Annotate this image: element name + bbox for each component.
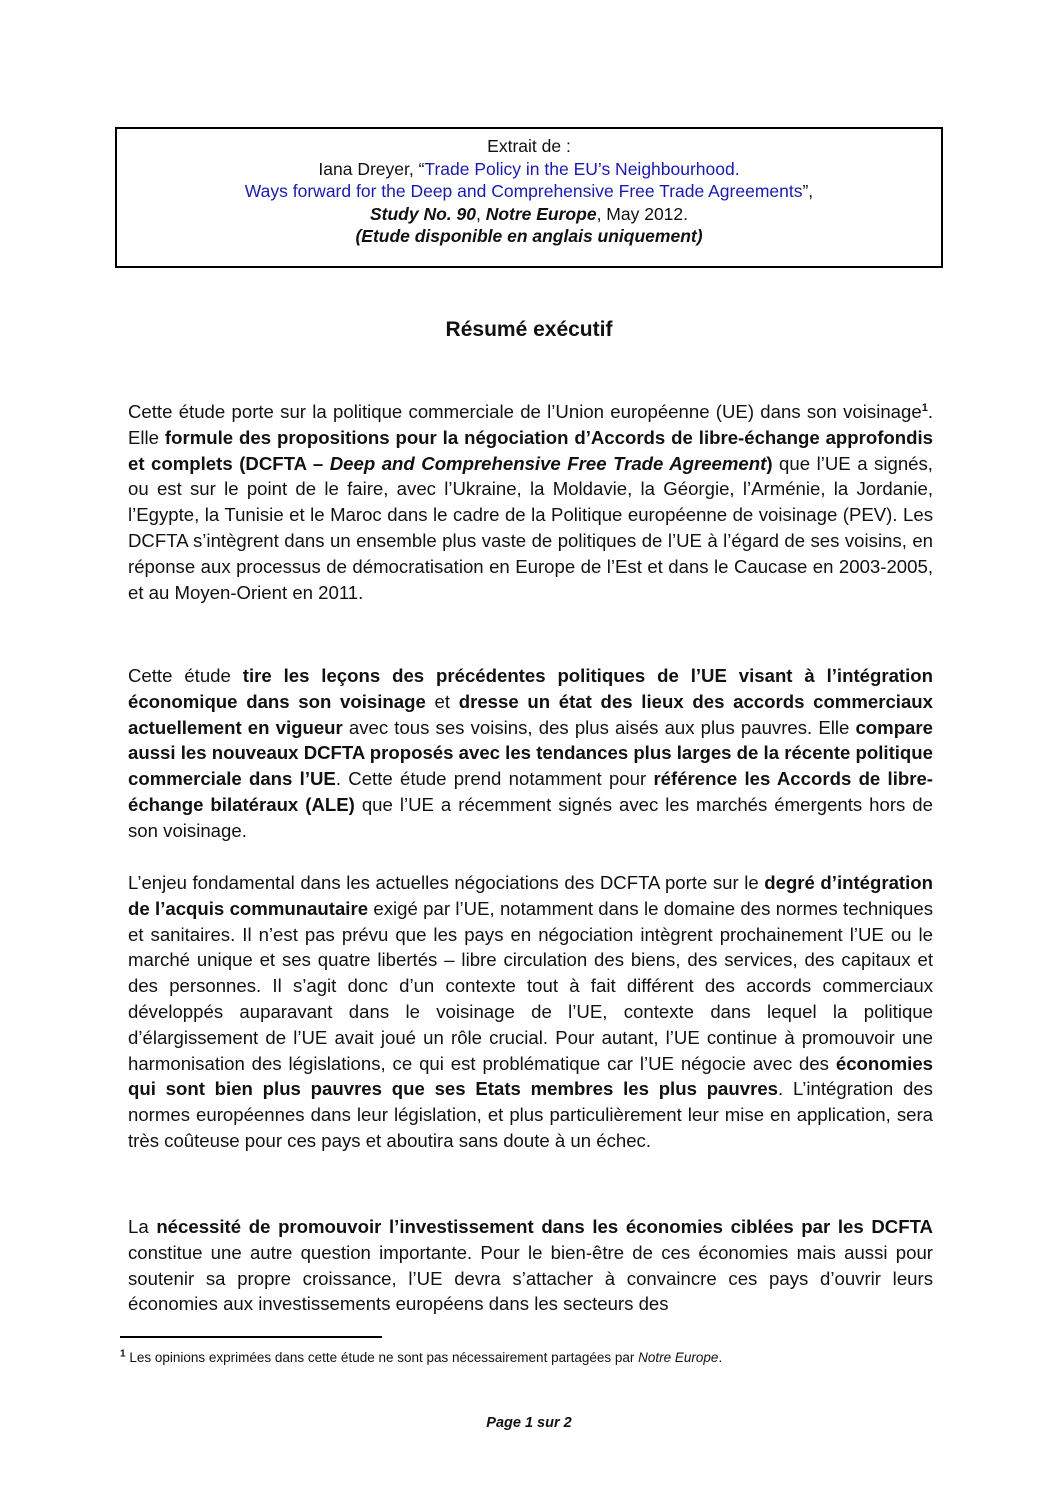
- paragraph-1: [128, 399, 933, 605]
- availability-note: [117, 225, 941, 248]
- study-number: Study No. 90: [369, 203, 476, 224]
- footnote-end: .: [718, 1350, 723, 1365]
- text-span: Cette étude porte sur la politique commerciale de l’Union européenne (UE) dans son voisinage: [128, 401, 922, 422]
- separator: ,: [475, 203, 486, 224]
- text-span: . Elle: [128, 401, 933, 448]
- availability-note-text: (Etude disponible en anglais uniquement): [355, 226, 703, 247]
- text-span: que l’UE a signés, ou est sur le point de le faire, avec l’Ukraine, la Moldavie, la Géorgie, l’Arménie, la Jordanie, l’Egypte, la Tunisie et le Maroc dans le cadre de la Politique européenne de voisinage (PEV). Les DCFTA s’intègrent dans un ensemble plus vaste de politiques de l’UE à l’égard de ses voisins, en réponse aux processus de démocratisation en Europe de l’Est et dans le Caucase en 2003-2005, et au Moyen-Orient en 2011.: [128, 452, 933, 603]
- bold-text: compare aussi les nouveaux DCFTA proposés avec les tendances plus larges de la récente politique commerciale dans l’UE: [128, 716, 933, 790]
- footnote: [120, 1350, 722, 1365]
- bold-text: ): [766, 452, 773, 474]
- footnote-number: 1: [120, 1348, 126, 1360]
- footnote-text: Les opinions exprimées dans cette étude ne sont pas nécessairement partagées par: [125, 1350, 639, 1365]
- quote-open: “: [418, 158, 425, 179]
- bold-text: nécessité de promouvoir l’investissement dans les économies ciblées par les DCFTA: [156, 1216, 933, 1237]
- extract-label: Extrait de :: [487, 136, 571, 156]
- text-span: . L’intégration des normes européennes dans leur législation, et plus particulièrement leur mise en application, sera très coûteuse pour ces pays et aboutira sans doute à un échec.: [128, 1078, 933, 1151]
- quote-close: ”,: [802, 181, 814, 202]
- paragraph-4: [128, 1214, 933, 1317]
- bold-text: économies qui sont bien plus pauvres que ses Etats membres les plus pauvres: [128, 1052, 933, 1100]
- footnote-ref[interactable]: 1: [921, 401, 928, 414]
- text-span: et: [425, 690, 459, 712]
- page-number: Page 1 sur 2: [486, 1415, 572, 1431]
- paragraph-2: [128, 663, 933, 844]
- bold-italic-text: Deep and Comprehensive Free Trade Agreement: [329, 452, 767, 474]
- bold-text: degré d’intégration de l’acquis communautaire: [128, 872, 934, 919]
- text-span: L’enjeu fondamental dans les actuelles négociations des DCFTA porte sur le: [128, 872, 765, 893]
- bold-text: référence les Accords de libre-échange bilatéraux (ALE): [128, 768, 934, 815]
- citation-line-author: [117, 158, 941, 181]
- text-span: Cette étude: [128, 665, 243, 686]
- page-title: Résumé exécutif: [445, 318, 613, 341]
- publication-date: , May 2012.: [596, 203, 689, 224]
- citation-line-publication: [117, 203, 941, 226]
- citation-line-title: [117, 180, 941, 203]
- text-span: que l’UE a récemment signés avec les marchés émergents hors de son voisinage.: [128, 793, 933, 841]
- publisher-name: Notre Europe: [485, 203, 597, 224]
- source-citation-box: [115, 127, 943, 268]
- author-name: Iana Dreyer,: [318, 158, 419, 179]
- text-span: exigé par l’UE, notamment dans le domaine des normes techniques et sanitaires. Il n’est pas prévu que les pays en négociation intègrent prochainement l’UE ou le marché unique et ses quatre libertés – libre circulation des biens, des services, des capitaux et des personnes. Il s’agit donc d’un contexte tout à fait différent des accords commerciaux développés auparavant dans le voisinage de l’UE, contexte dans lequel la politique d’élargissement de l’UE avait joué un rôle crucial. Pour autant, l’UE continue à promouvoir une harmonisation des législations, ce qui est problématique car l’UE négocie avec des: [128, 897, 933, 1074]
- footnote-divider: [120, 1336, 382, 1338]
- study-title-link-part1[interactable]: Trade Policy in the EU’s Neighbourhood.: [424, 158, 740, 179]
- bold-text: tire les leçons des précédentes politiques de l’UE visant à l’intégration économique dans son voisinage: [128, 665, 933, 712]
- text-span: constitue une autre question importante. Pour le bien-être de ces économies mais aussi pour soutenir sa propre croissance, l’UE devra s’attacher à convaincre ces pays d’ouvrir leurs économies aux investissements européens dans les secteurs des: [128, 1241, 933, 1315]
- bold-text: formule des propositions pour la négociation d’Accords de libre-échange approfondis et complets (DCFTA –: [128, 426, 934, 474]
- text-span: avec tous ses voisins, des plus aisés aux plus pauvres. Elle: [342, 716, 856, 738]
- bold-text: dresse un état des lieux des accords commerciaux actuellement en vigueur: [128, 690, 933, 738]
- text-span: La: [128, 1216, 157, 1237]
- footnote-publisher: Notre Europe: [638, 1350, 719, 1365]
- paragraph-3: [128, 870, 933, 1154]
- study-title-link-part2[interactable]: Ways forward for the Deep and Comprehensive Free Trade Agreements: [244, 181, 803, 202]
- text-span: . Cette étude prend notamment pour: [335, 768, 654, 790]
